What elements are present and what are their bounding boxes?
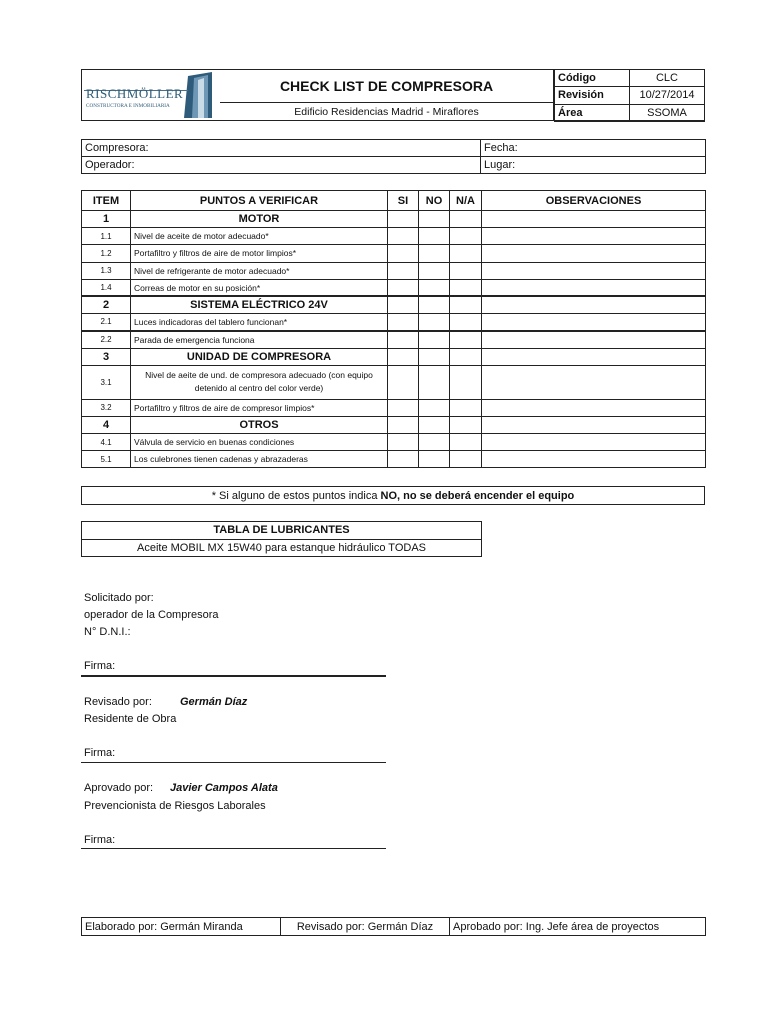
- si-cell[interactable]: [388, 451, 419, 468]
- section-row: [82, 416, 706, 433]
- warning-note-emphasis: NO, no se deberá encender el equipo: [380, 489, 575, 502]
- item-number: 3.2: [82, 399, 131, 416]
- revisado-role: Residente de Obra: [84, 713, 177, 725]
- col-na: N/A: [450, 191, 482, 211]
- item-text: Portafiltro y filtros de aire de motor limpios*: [131, 245, 388, 262]
- item-text: Parada de emergencia funciona: [131, 331, 388, 348]
- footer-aprobado: Aprobado por: Ing. Jefe área de proyectos: [450, 918, 706, 936]
- si-cell[interactable]: [388, 399, 419, 416]
- checklist-item-row: [82, 399, 706, 416]
- document-meta-table: [554, 69, 705, 122]
- si-cell: [388, 296, 419, 313]
- no-cell[interactable]: [419, 451, 450, 468]
- section-row: [82, 296, 706, 313]
- obs-cell[interactable]: [482, 245, 706, 262]
- meta-value: CLC: [630, 70, 705, 87]
- checklist-header-row: [82, 191, 706, 211]
- svg-text:RISCHMÖLLER: RISCHMÖLLER: [86, 86, 184, 101]
- item-text: Portafiltro y filtros de aire de compresor limpios*: [131, 399, 388, 416]
- warning-note: [81, 486, 705, 505]
- si-cell[interactable]: [388, 365, 419, 399]
- obs-cell[interactable]: [482, 331, 706, 348]
- si-cell: [388, 211, 419, 228]
- meta-value: SSOMA: [630, 104, 705, 121]
- revisado-name: Germán Díaz: [180, 696, 248, 708]
- no-cell[interactable]: [419, 279, 450, 296]
- si-cell[interactable]: [388, 314, 419, 331]
- na-cell[interactable]: [450, 279, 482, 296]
- na-cell: [450, 211, 482, 228]
- checklist-item-row: [82, 365, 706, 399]
- si-cell: [388, 348, 419, 365]
- meta-row-area: [555, 104, 705, 121]
- section-number: 4: [82, 416, 131, 433]
- meta-value: 10/27/2014: [630, 87, 705, 104]
- solicitado-label: Solicitado por:: [84, 592, 154, 604]
- obs-cell[interactable]: [482, 279, 706, 296]
- checklist-item-row: [82, 331, 706, 348]
- si-cell[interactable]: [388, 434, 419, 451]
- no-cell[interactable]: [419, 314, 450, 331]
- fecha-field[interactable]: Fecha:: [481, 140, 706, 157]
- col-no: NO: [419, 191, 450, 211]
- item-text: Nivel de aeite de und. de compresora adecuado (con equipo detenido al centro del color verde): [131, 365, 388, 399]
- na-cell: [450, 296, 482, 313]
- no-cell: [419, 211, 450, 228]
- solicitado-role: operador de la Compresora: [84, 609, 219, 621]
- obs-cell[interactable]: [482, 365, 706, 399]
- na-cell[interactable]: [450, 331, 482, 348]
- section-title: OTROS: [131, 416, 388, 433]
- na-cell: [450, 348, 482, 365]
- operador-field[interactable]: Operador:: [82, 157, 481, 174]
- item-number: 1.4: [82, 279, 131, 296]
- item-number: 2.1: [82, 314, 131, 331]
- obs-cell[interactable]: [482, 262, 706, 279]
- na-cell[interactable]: [450, 314, 482, 331]
- lubricants-table: [81, 521, 482, 557]
- item-text: Luces indicadoras del tablero funcionan*: [131, 314, 388, 331]
- na-cell[interactable]: [450, 365, 482, 399]
- item-number: 1.2: [82, 245, 131, 262]
- meta-label: Área: [555, 104, 630, 121]
- approval-footer: [81, 917, 706, 936]
- section-row: [82, 211, 706, 228]
- si-cell: [388, 416, 419, 433]
- item-text: Los culebrones tienen cadenas y abrazaderas: [131, 451, 388, 468]
- meta-row-codigo: [555, 70, 705, 87]
- obs-cell: [482, 416, 706, 433]
- section-number: 2: [82, 296, 131, 313]
- lubricants-value: Aceite MOBIL MX 15W40 para estanque hidráulico TODAS: [82, 539, 482, 557]
- section-row: [82, 348, 706, 365]
- company-logo: [84, 72, 218, 118]
- signature-line[interactable]: [81, 675, 386, 677]
- no-cell[interactable]: [419, 434, 450, 451]
- section-title: UNIDAD DE COMPRESORA: [131, 348, 388, 365]
- no-cell[interactable]: [419, 228, 450, 245]
- item-text: Nivel de refrigerante de motor adecuado*: [131, 262, 388, 279]
- meta-row-revision: [555, 87, 705, 104]
- item-number: 3.1: [82, 365, 131, 399]
- col-observaciones: OBSERVACIONES: [482, 191, 706, 211]
- aprobado-name: Javier Campos Alata: [170, 782, 278, 794]
- warning-note-prefix: * Si alguno de estos puntos indica: [211, 489, 381, 502]
- col-item: ITEM: [82, 191, 131, 211]
- meta-label: Revisión: [555, 87, 630, 104]
- checklist-item-row: [82, 245, 706, 262]
- section-title: MOTOR: [131, 211, 388, 228]
- firma-label: Firma:: [84, 660, 116, 672]
- signature-line[interactable]: [81, 848, 386, 849]
- na-cell: [450, 416, 482, 433]
- document-title: CHECK LIST DE COMPRESORA: [220, 69, 554, 103]
- obs-cell[interactable]: [482, 399, 706, 416]
- signature-line[interactable]: [81, 762, 386, 763]
- footer-revisado: Revisado por: Germán Díaz: [281, 918, 450, 936]
- section-number: 1: [82, 211, 131, 228]
- si-cell[interactable]: [388, 228, 419, 245]
- item-number: 1.3: [82, 262, 131, 279]
- svg-text:CONSTRUCTORA E INMOBILIARIA: CONSTRUCTORA E INMOBILIARIA: [86, 103, 170, 109]
- checklist-item-row: [82, 228, 706, 245]
- item-number: 4.1: [82, 434, 131, 451]
- checklist-table: [81, 190, 706, 468]
- compresora-field[interactable]: Compresora:: [82, 140, 481, 157]
- no-cell[interactable]: [419, 245, 450, 262]
- checklist-item-row: [82, 451, 706, 468]
- item-text: Correas de motor en su posición*: [131, 279, 388, 296]
- obs-cell[interactable]: [482, 314, 706, 331]
- na-cell[interactable]: [450, 262, 482, 279]
- no-cell[interactable]: [419, 399, 450, 416]
- col-puntos: PUNTOS A VERIFICAR: [131, 191, 388, 211]
- item-text: Nivel de aceite de motor adecuado*: [131, 228, 388, 245]
- item-number: 2.2: [82, 331, 131, 348]
- no-cell: [419, 296, 450, 313]
- checklist-item-row: [82, 279, 706, 296]
- checklist-item-row: [82, 314, 706, 331]
- aprobado-label: Aprovado por:: [84, 782, 154, 794]
- obs-cell: [482, 296, 706, 313]
- col-si: SI: [388, 191, 419, 211]
- checklist-item-row: [82, 262, 706, 279]
- na-cell[interactable]: [450, 245, 482, 262]
- no-cell[interactable]: [419, 262, 450, 279]
- obs-cell: [482, 348, 706, 365]
- item-text: Válvula de servicio en buenas condiciones: [131, 434, 388, 451]
- no-cell: [419, 416, 450, 433]
- item-number: 5.1: [82, 451, 131, 468]
- si-cell[interactable]: [388, 331, 419, 348]
- equipment-info-table: [81, 139, 706, 174]
- obs-cell: [482, 211, 706, 228]
- obs-cell[interactable]: [482, 228, 706, 245]
- dni-label: N° D.N.I.:: [84, 626, 131, 638]
- obs-cell[interactable]: [482, 434, 706, 451]
- section-number: 3: [82, 348, 131, 365]
- no-cell: [419, 348, 450, 365]
- section-title: SISTEMA ELÉCTRICO 24V: [131, 296, 388, 313]
- item-number: 1.1: [82, 228, 131, 245]
- footer-elaborado: Elaborado por: Germán Miranda: [82, 918, 281, 936]
- firma-label: Firma:: [84, 747, 116, 759]
- obs-cell[interactable]: [482, 451, 706, 468]
- lubricants-title: TABLA DE LUBRICANTES: [82, 522, 482, 540]
- na-cell[interactable]: [450, 434, 482, 451]
- si-cell[interactable]: [388, 279, 419, 296]
- firma-label: Firma:: [84, 834, 116, 846]
- na-cell[interactable]: [450, 399, 482, 416]
- si-cell[interactable]: [388, 262, 419, 279]
- si-cell[interactable]: [388, 245, 419, 262]
- revisado-label: Revisado por:: [84, 696, 152, 708]
- project-subtitle: Edificio Residencias Madrid - Miraflores: [220, 103, 554, 121]
- no-cell[interactable]: [419, 331, 450, 348]
- aprobado-role: Prevencionista de Riesgos Laborales: [84, 800, 266, 812]
- na-cell[interactable]: [450, 451, 482, 468]
- no-cell[interactable]: [419, 365, 450, 399]
- checklist-item-row: [82, 434, 706, 451]
- na-cell[interactable]: [450, 228, 482, 245]
- lugar-field[interactable]: Lugar:: [481, 157, 706, 174]
- meta-label: Código: [555, 70, 630, 87]
